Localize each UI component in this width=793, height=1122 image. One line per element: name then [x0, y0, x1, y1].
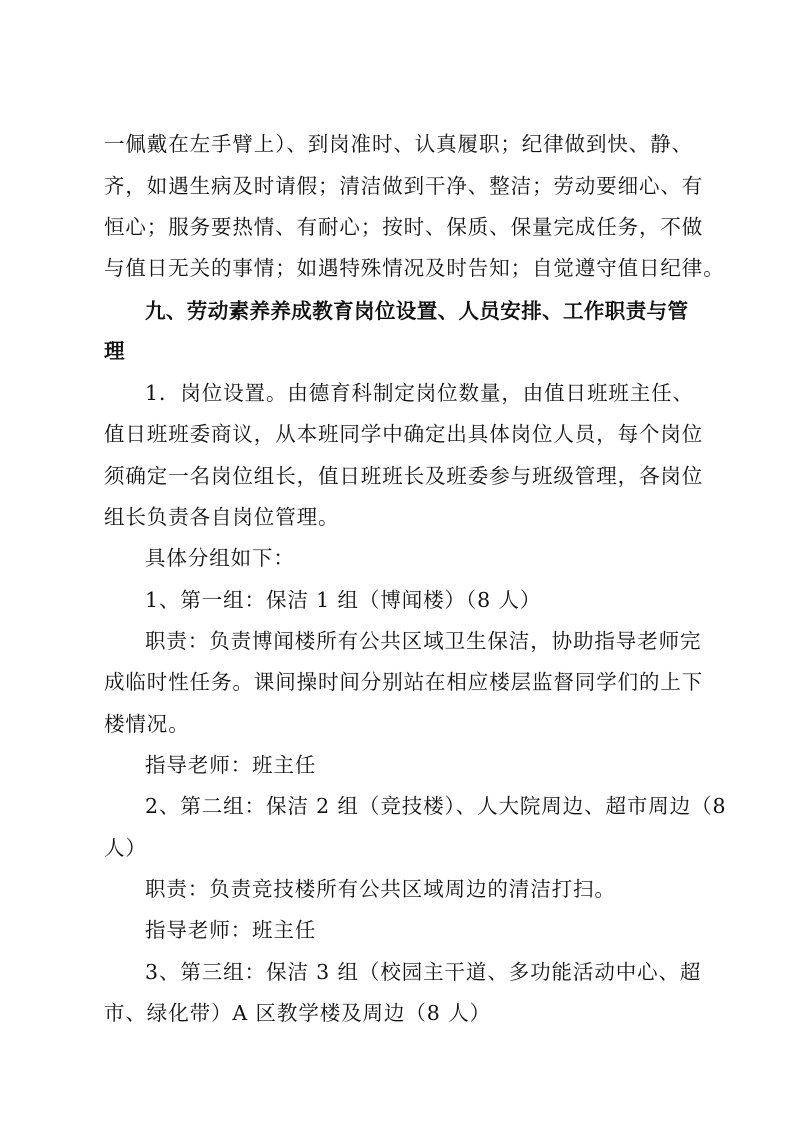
- group1-teacher: 指导老师：班主任: [145, 753, 317, 777]
- body-text-line: 恒心；服务要热情、有耐心；按时、保质、保量完成任务，不做: [104, 215, 704, 239]
- group3-title: 3、第三组：保洁 3 组（校园主干道、多功能活动中心、超: [145, 960, 702, 984]
- body-text-line: 与值日无关的事情；如遇特殊情况及时告知；自觉遵守值日纪律。: [104, 256, 725, 280]
- group1-duty: 楼情况。: [104, 712, 190, 736]
- post-setup-text: 组长负责各自岗位管理。: [104, 505, 340, 529]
- group1-duty: 职责：负责博闻楼所有公共区域卫生保洁，协助指导老师完: [145, 629, 702, 653]
- body-text-line: 齐，如遇生病及时请假；清洁做到干净、整洁；劳动要细心、有: [104, 174, 704, 198]
- post-setup-text: 1．岗位设置。由德育科制定岗位数量，由值日班班主任、: [145, 381, 694, 405]
- group3-title: 市、绿化带）A 区教学楼及周边（8 人）: [104, 1001, 491, 1025]
- group1-duty: 成临时性任务。课间操时间分别站在相应楼层监督同学们的上下: [104, 670, 704, 694]
- body-text-line: 一佩戴在左手臂上）、到岗准时、认真履职；纪律做到快、静、: [104, 132, 693, 156]
- group2-title: 人）: [104, 836, 147, 860]
- post-setup-text: 须确定一名岗位组长，值日班班长及班委参与班级管理，各岗位: [104, 464, 704, 488]
- group1-title: 1、第一组：保洁 1 组（博闻楼）（8 人）: [145, 588, 542, 612]
- section-heading-continuation: 理: [104, 339, 125, 363]
- group2-duty: 职责：负责竞技楼所有公共区域周边的清洁打扫。: [145, 877, 616, 901]
- group2-title: 2、第二组：保洁 2 组（竞技楼）、人大院周边、超市周边（8: [145, 794, 727, 818]
- group2-teacher: 指导老师：班主任: [145, 918, 317, 942]
- section-heading: 九、劳动素养养成教育岗位设置、人员安排、工作职责与管: [145, 299, 689, 323]
- post-setup-text: 值日班班委商议，从本班同学中确定出具体岗位人员，每个岗位: [104, 422, 704, 446]
- grouping-intro: 具体分组如下：: [145, 546, 295, 570]
